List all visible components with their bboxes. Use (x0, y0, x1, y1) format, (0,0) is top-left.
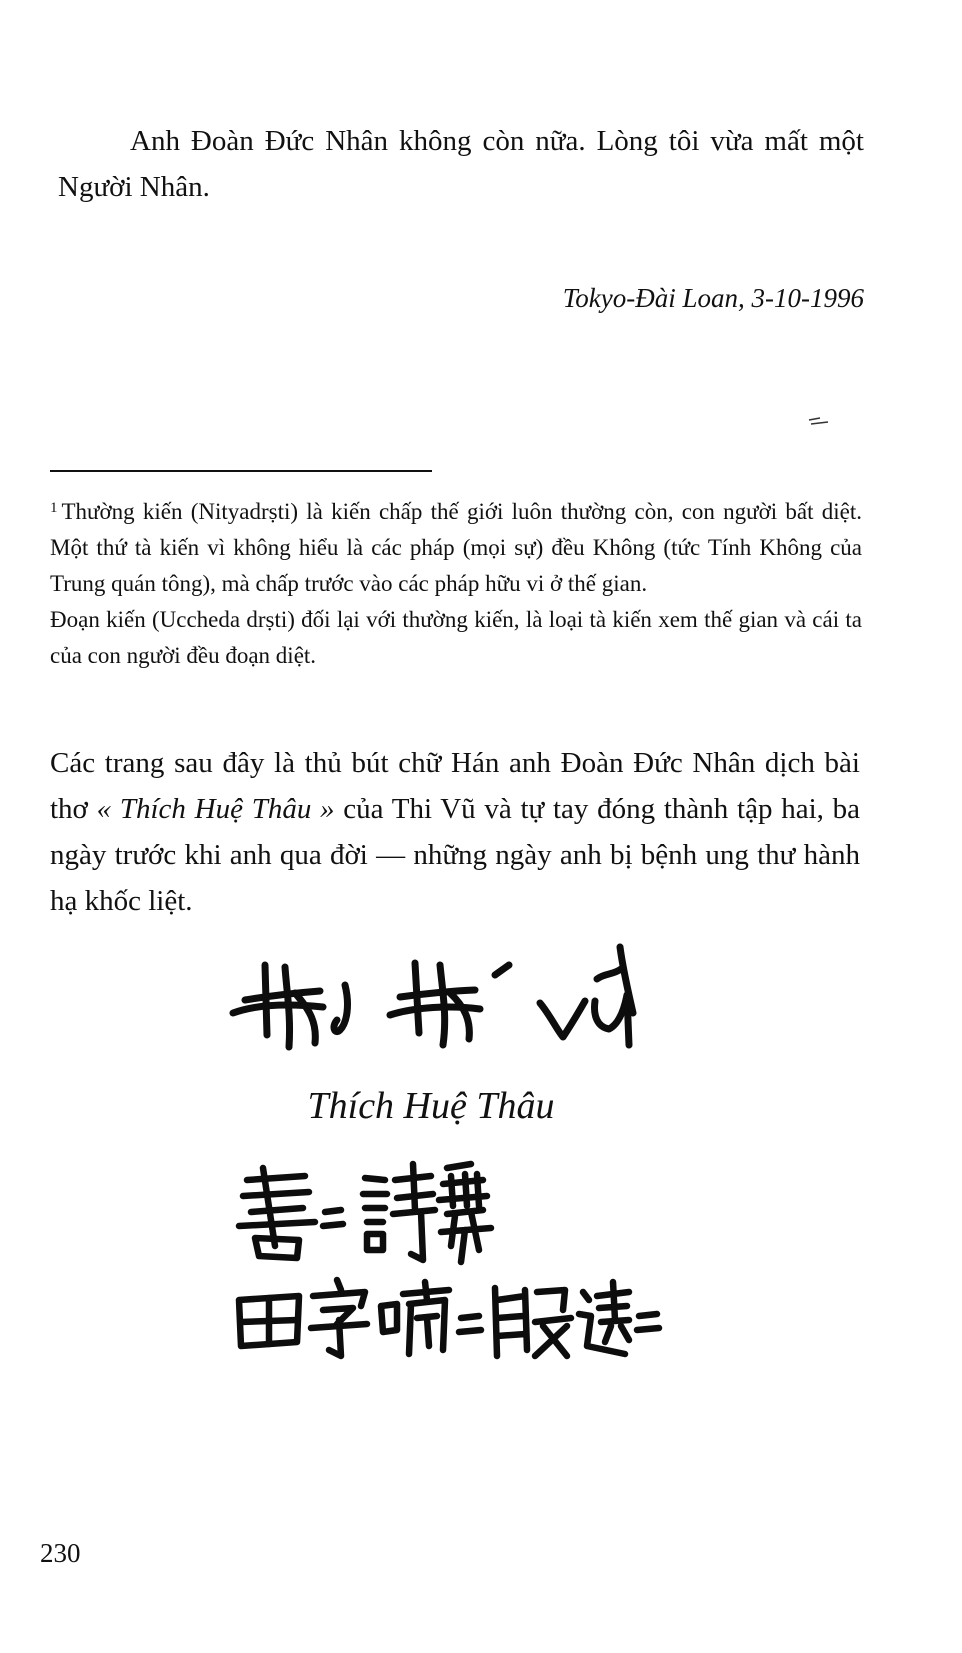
footnote-text-1: Thường kiến (Nityadrṣti) là kiến chấp thế giới luôn thường còn, con người bất diệt. Một thứ tà kiến vì không hiểu là các pháp (mọi sự) đều Không (tức Tính Không của Trung quán tông), mà chấp trước vào các pháp hữu vi ở thế gian. (50, 499, 862, 596)
page-number: 230 (40, 1538, 81, 1568)
signoff-place-date: Tokyo-Đài Loan, 3-10-1996 (562, 283, 864, 313)
footnote-entry-thuong-kien (50, 490, 862, 602)
main-paragraph (58, 118, 864, 210)
poem-title: « Thích Huệ Thâu » (96, 793, 335, 825)
stray-ink-mark (808, 416, 830, 428)
footnote-entry-doan-kien: Đoạn kiến (Uccheda drṣti) đối lại với thường kiến, là loại tà kiến xem thế gian và cái ta của con người đều đoạn diệt. (50, 607, 862, 668)
main-paragraph-text: Anh Đoàn Đức Nhân không còn nữa. Lòng tôi vừa mất một Người Nhân. (58, 125, 864, 203)
intro-text-after: của Thi Vũ và tự tay đóng thành tập hai, ba ngày trước khi anh qua đời — những ngày anh bị bệnh ung thư hành hạ khốc liệt. (50, 793, 860, 917)
handwritten-signature (225, 935, 665, 1070)
intro-text-before: Các trang sau đây là thủ bút chữ Hán anh Đoàn Đức Nhân dịch bài thơ (50, 747, 860, 825)
footnote-rule (50, 470, 432, 472)
caption-text: Thích Huệ Thâu (307, 1085, 555, 1127)
intro-paragraph (50, 740, 860, 924)
footnote-marker: 1 (50, 500, 58, 516)
handwritten-chinese-calligraphy (225, 1150, 665, 1365)
footnote (50, 490, 862, 674)
handwriting-caption (0, 1084, 962, 1128)
